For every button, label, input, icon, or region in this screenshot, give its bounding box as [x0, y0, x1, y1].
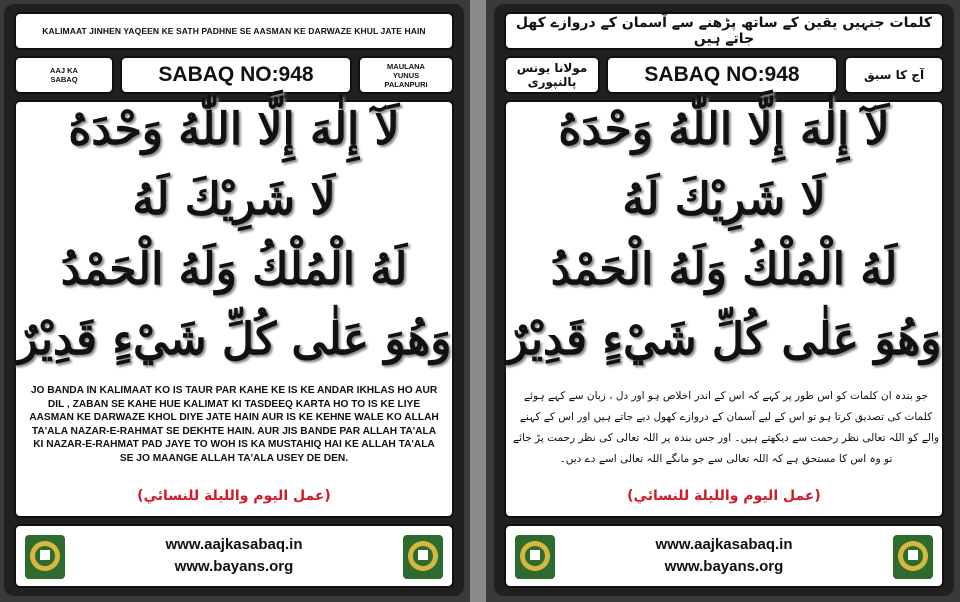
- arabic-line-4: وَهُوَ عَلٰى كُلِّ شَيْءٍ قَدِيْرٌ: [506, 314, 942, 365]
- author-line-2: YUNUS: [392, 70, 420, 80]
- arabic-line-1: لَآ إِلٰهَ إِلَّا اللّٰهُ وَحْدَهُ: [68, 104, 400, 155]
- body-text: JO BANDA IN KALIMAAT KO IS TAUR PAR KAHE KE IS KE ANDAR IKHLAS HO AUR DIL , ZABAN SE KAHE HUE KALIMAT KI TASDEEQ KARTA HO TO IS KE LIYE AASMAN KE DARWAZE KHOL DIYE JATE HAIN AUR IS KE KEHNE WALE KO ALLAH TA'ALA NAZAR-E-RAHMAT SE DEKHTE HAIN. AUR JIS BANDE PAR ALLAH TA'ALA KI NAZAR-E-RAHMAT PAD JAYE TO WOH IS KA MUSTAHIQ HAI KE ALLAH TA'ALA SE JO MAANGE ALLAH TA'ALA USEY DE DEN.: [29, 385, 439, 464]
- url-bayans[interactable]: www.bayans.org: [664, 558, 784, 575]
- arabic-line-3: لَهُ الْمُلْكُ وَلَهُ الْحَمْدُ: [550, 244, 898, 295]
- author-line-3: PALANPURI: [384, 79, 428, 89]
- author-label: مولانا یونس پالنپوری: [504, 56, 600, 94]
- sabaq-line: SABAQ: [50, 75, 78, 84]
- arabic-line-4: وَهُوَ عَلٰى كُلِّ شَيْءٍ قَدِيْرٌ: [16, 314, 452, 365]
- reference: (عمل اليوم والليلة للنسائي): [137, 488, 331, 504]
- url-aajkasabaq[interactable]: www.aajkasabaq.in: [165, 536, 303, 553]
- panel-divider: [470, 0, 486, 602]
- sabaq-number: SABAQ NO:948: [606, 56, 838, 94]
- author-line-1: MAULANA: [387, 61, 425, 71]
- footer-box: [14, 524, 454, 588]
- footer-box: [504, 524, 944, 588]
- aaj-ka-line: AAJ KA: [50, 66, 78, 75]
- content-box: [504, 100, 944, 518]
- english-panel: [4, 4, 464, 596]
- header-title: KALIMAAT JINHEN YAQEEN KE SATH PADHNE SE AASMAN KE DARWAZE KHUL JATE HAIN: [14, 12, 454, 50]
- urdu-panel: [494, 4, 954, 596]
- content-box: [14, 100, 454, 518]
- sabaq-number: SABAQ NO:948: [120, 56, 352, 94]
- madrasa-seal-icon: [892, 534, 934, 580]
- arabic-line-2: لَا شَرِيْكَ لَهُ: [622, 174, 826, 225]
- arabic-line-1: لَآ إِلٰهَ إِلَّا اللّٰهُ وَحْدَهُ: [558, 104, 890, 155]
- madrasa-seal-icon: [402, 534, 444, 580]
- reference: (عمل اليوم والليلة للنسائي): [627, 488, 821, 504]
- header-title: کلمات جنہیں یقین کے ساتھ پڑھنے سے آسمان کے دروازے کھل جاتے ہیں: [504, 12, 944, 50]
- arabic-line-3: لَهُ الْمُلْكُ وَلَهُ الْحَمْدُ: [60, 244, 408, 295]
- aaj-ka-sabaq-label: آج کا سبق: [844, 56, 944, 94]
- author-label: [358, 56, 454, 94]
- arabic-line-2: لَا شَرِيْكَ لَهُ: [132, 174, 336, 225]
- url-aajkasabaq[interactable]: www.aajkasabaq.in: [655, 536, 793, 553]
- aaj-ka-sabaq-label: [14, 56, 114, 94]
- body-text: جو بندہ ان کلمات کو اس طور پر کہے کہ اس کے اندر اخلاص ہو اور دل ، زبان سے کہے ہوئے کلمات کی تصدیق کرتا ہو تو اس کے لیے آسمان کے دروازے کھول دیے جاتے ہیں اور اس کے کہنے والے کو اللہ تعالی نظر رحمت سے دیکھتے ہیں۔ اور جس بندہ پر اللہ تعالی کی نظر رحمت پڑ جائے تو وہ اس کا مستحق ہے کہ اللہ تعالی سے جو مانگے اللہ تعالی اسے دے دیں۔: [512, 390, 940, 465]
- url-bayans[interactable]: www.bayans.org: [174, 558, 294, 575]
